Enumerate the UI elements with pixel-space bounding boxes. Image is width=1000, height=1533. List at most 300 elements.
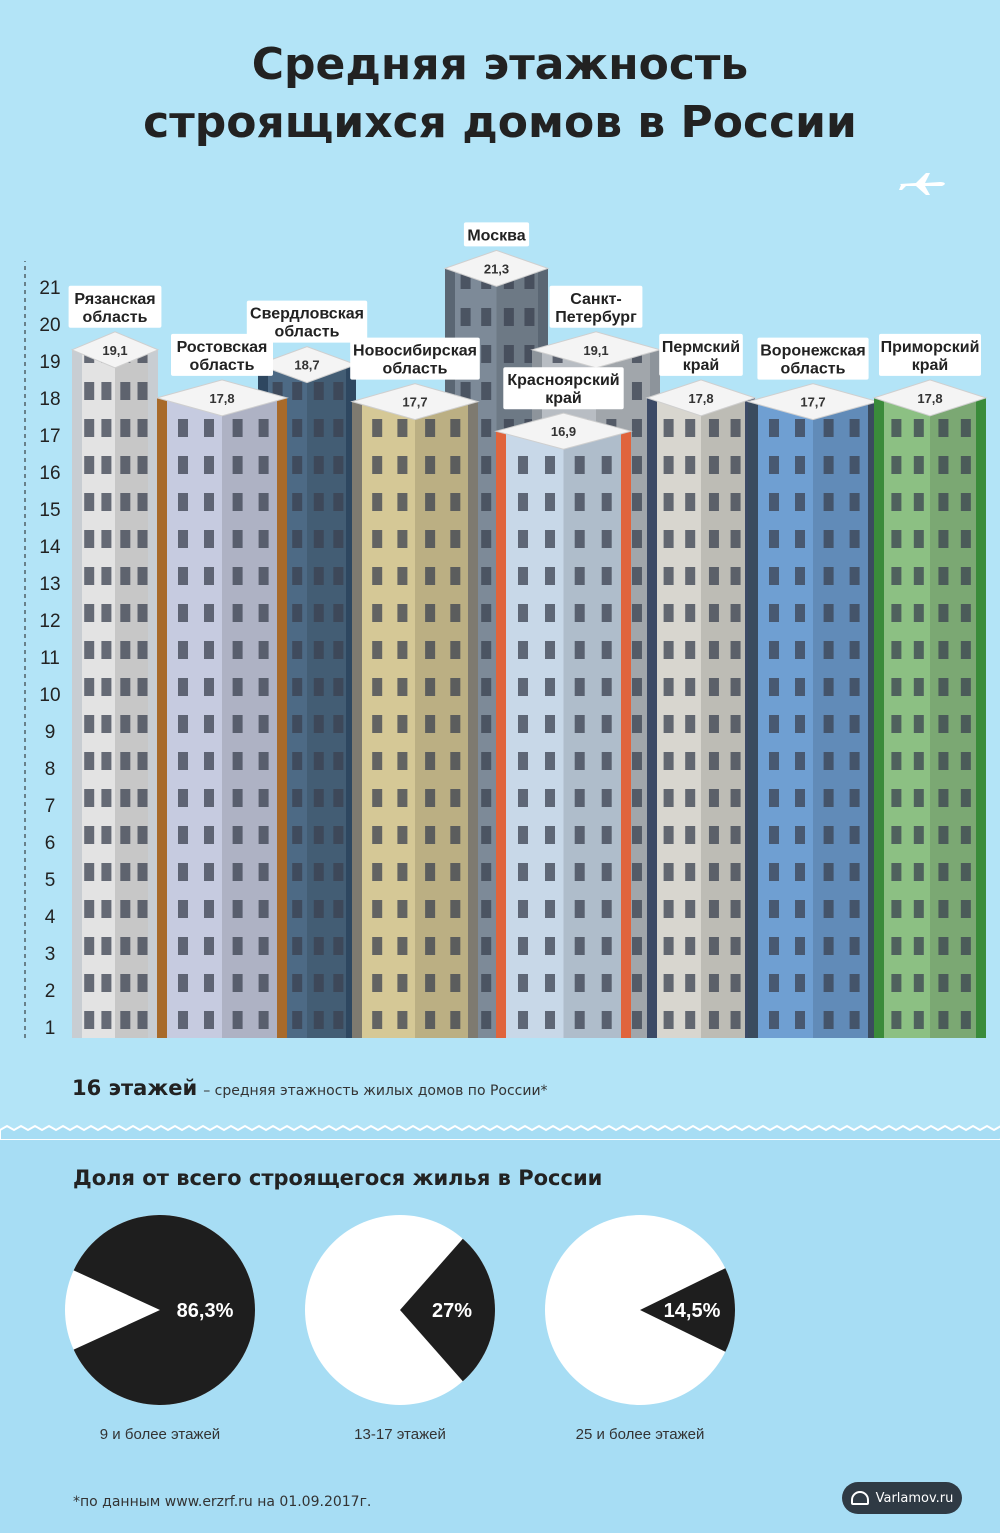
window [481, 604, 491, 622]
window [938, 863, 948, 881]
airplane-icon [898, 170, 948, 196]
window [397, 789, 407, 807]
window [84, 419, 94, 437]
window [101, 530, 111, 548]
pie-caption: 25 и более этажей [575, 1426, 705, 1443]
window [961, 863, 971, 881]
window [575, 456, 585, 474]
pie-caption: 9 и более этажей [99, 1426, 221, 1443]
window [481, 456, 491, 474]
window [709, 1011, 719, 1029]
window [233, 715, 243, 733]
window [545, 678, 555, 696]
window [850, 1011, 860, 1029]
window [938, 1011, 948, 1029]
window [314, 604, 324, 622]
window [138, 604, 148, 622]
window [372, 419, 382, 437]
window [204, 678, 214, 696]
window [314, 900, 324, 918]
window [632, 863, 642, 881]
window [450, 493, 460, 511]
window [769, 567, 779, 585]
window [397, 826, 407, 844]
window [632, 678, 642, 696]
window [314, 789, 324, 807]
window [824, 863, 834, 881]
window [233, 752, 243, 770]
building-side [564, 431, 632, 1038]
window [292, 678, 302, 696]
window [314, 456, 324, 474]
building-accent [352, 402, 362, 1038]
window [731, 604, 741, 622]
window [233, 863, 243, 881]
window [824, 419, 834, 437]
window [259, 456, 269, 474]
window [850, 715, 860, 733]
window [795, 900, 805, 918]
window [769, 974, 779, 992]
window [397, 604, 407, 622]
window [731, 789, 741, 807]
window [372, 752, 382, 770]
window [891, 678, 901, 696]
window [685, 974, 695, 992]
window [602, 974, 612, 992]
window [664, 900, 674, 918]
window [259, 752, 269, 770]
y-tick-label: 2 [44, 981, 56, 1002]
window [481, 641, 491, 659]
window [178, 567, 188, 585]
window [731, 752, 741, 770]
window [731, 493, 741, 511]
window [101, 789, 111, 807]
window [333, 604, 343, 622]
window [292, 974, 302, 992]
window [850, 937, 860, 955]
window [795, 604, 805, 622]
pie-charts [0, 1200, 1000, 1460]
window [518, 604, 528, 622]
window [769, 715, 779, 733]
window [545, 567, 555, 585]
window [961, 789, 971, 807]
window [575, 678, 585, 696]
window [292, 863, 302, 881]
window [481, 715, 491, 733]
window [101, 678, 111, 696]
window [204, 937, 214, 955]
y-tick-label: 13 [39, 574, 61, 595]
window [204, 826, 214, 844]
window [914, 567, 924, 585]
window [372, 641, 382, 659]
window [204, 900, 214, 918]
window [84, 900, 94, 918]
window [961, 974, 971, 992]
window [120, 493, 130, 511]
window [709, 641, 719, 659]
window [178, 456, 188, 474]
window [575, 604, 585, 622]
building-accent [976, 398, 986, 1038]
window [709, 900, 719, 918]
window [769, 678, 779, 696]
window [450, 604, 460, 622]
window [545, 752, 555, 770]
window [769, 937, 779, 955]
window [575, 715, 585, 733]
title-line-1: Средняя этажность [251, 39, 749, 90]
window [314, 382, 324, 400]
window [891, 974, 901, 992]
window [685, 789, 695, 807]
window [333, 1011, 343, 1029]
window [233, 937, 243, 955]
window [204, 456, 214, 474]
window [961, 900, 971, 918]
window [425, 678, 435, 696]
window [259, 678, 269, 696]
window [709, 715, 719, 733]
window [84, 678, 94, 696]
window [518, 789, 528, 807]
window [233, 419, 243, 437]
window [138, 752, 148, 770]
window [138, 900, 148, 918]
window [685, 715, 695, 733]
window [938, 752, 948, 770]
window [233, 567, 243, 585]
window [824, 641, 834, 659]
building-accent [72, 350, 82, 1038]
window [891, 530, 901, 548]
window [84, 826, 94, 844]
window [575, 863, 585, 881]
window [938, 493, 948, 511]
window [204, 789, 214, 807]
window [333, 900, 343, 918]
window [425, 530, 435, 548]
window [204, 567, 214, 585]
bar-name-label: Свердловская [250, 305, 364, 323]
window [518, 678, 528, 696]
window [685, 604, 695, 622]
window [795, 678, 805, 696]
window [685, 641, 695, 659]
window [233, 826, 243, 844]
window [84, 382, 94, 400]
window [120, 604, 130, 622]
window [178, 1011, 188, 1029]
window [545, 937, 555, 955]
window [632, 715, 642, 733]
bar-value-label: 19,1 [583, 342, 609, 358]
window [518, 456, 528, 474]
window [891, 567, 901, 585]
window [397, 863, 407, 881]
window [372, 604, 382, 622]
window [891, 456, 901, 474]
window [138, 789, 148, 807]
window [575, 937, 585, 955]
window [120, 715, 130, 733]
window [372, 678, 382, 696]
window [731, 678, 741, 696]
window [795, 419, 805, 437]
window [397, 752, 407, 770]
bar-name-label: Москва [467, 227, 526, 245]
window [120, 974, 130, 992]
window [101, 752, 111, 770]
window [938, 419, 948, 437]
window [709, 678, 719, 696]
window [914, 826, 924, 844]
window [824, 1011, 834, 1029]
window [178, 937, 188, 955]
window [709, 530, 719, 548]
window [372, 974, 382, 992]
average-note [72, 1076, 548, 1100]
window [632, 974, 642, 992]
pie-caption: 13-17 этажей [354, 1426, 446, 1443]
window [545, 641, 555, 659]
y-tick-label: 4 [44, 907, 56, 928]
window [481, 863, 491, 881]
window [575, 1011, 585, 1029]
window [84, 1011, 94, 1029]
window [575, 826, 585, 844]
window [850, 493, 860, 511]
window [795, 937, 805, 955]
window [259, 530, 269, 548]
window [914, 752, 924, 770]
window [450, 641, 460, 659]
building-accent [468, 402, 478, 1038]
window [178, 789, 188, 807]
window [120, 641, 130, 659]
window [709, 937, 719, 955]
window [961, 567, 971, 585]
window [481, 678, 491, 696]
y-tick-label: 17 [39, 426, 61, 447]
window [664, 789, 674, 807]
window [138, 419, 148, 437]
window [685, 900, 695, 918]
window [602, 789, 612, 807]
building-accent [496, 431, 506, 1038]
window [938, 567, 948, 585]
window [575, 530, 585, 548]
window [632, 382, 642, 400]
window [397, 678, 407, 696]
window [481, 530, 491, 548]
window [850, 604, 860, 622]
window [259, 789, 269, 807]
window [504, 345, 514, 363]
window [333, 715, 343, 733]
window [795, 715, 805, 733]
window [481, 1011, 491, 1029]
building-accent [148, 350, 158, 1038]
window [938, 715, 948, 733]
bar-value-label: 17,8 [688, 390, 714, 406]
window [850, 789, 860, 807]
bar-name-label: Воронежская [760, 342, 866, 360]
bar-name-label: Красноярский [507, 372, 620, 390]
window [824, 567, 834, 585]
window [664, 456, 674, 474]
window [204, 419, 214, 437]
window [824, 752, 834, 770]
window [545, 604, 555, 622]
y-tick-label: 8 [44, 759, 56, 780]
window [891, 900, 901, 918]
window [138, 678, 148, 696]
window [731, 419, 741, 437]
window [961, 678, 971, 696]
window [914, 900, 924, 918]
window [292, 604, 302, 622]
window [314, 641, 324, 659]
window [709, 789, 719, 807]
window [961, 752, 971, 770]
window [372, 900, 382, 918]
window [461, 308, 471, 326]
window [795, 826, 805, 844]
window [425, 826, 435, 844]
window [545, 863, 555, 881]
y-tick-label: 14 [39, 537, 61, 558]
window [84, 789, 94, 807]
window [731, 937, 741, 955]
window [545, 530, 555, 548]
window [138, 826, 148, 844]
window [961, 419, 971, 437]
window [178, 678, 188, 696]
building-accent [647, 398, 657, 1038]
window [524, 308, 534, 326]
window [397, 530, 407, 548]
window [914, 678, 924, 696]
window [84, 530, 94, 548]
window [314, 567, 324, 585]
window [731, 900, 741, 918]
window [292, 382, 302, 400]
window [891, 419, 901, 437]
window [938, 937, 948, 955]
window [259, 974, 269, 992]
bar-name-label: область [382, 360, 448, 378]
window [731, 715, 741, 733]
building-2 [157, 334, 287, 1038]
y-tick-label: 3 [44, 944, 56, 965]
window [575, 789, 585, 807]
window [314, 1011, 324, 1029]
window [824, 456, 834, 474]
window [314, 419, 324, 437]
y-tick-label: 10 [39, 685, 61, 706]
window [731, 567, 741, 585]
window [891, 604, 901, 622]
window [664, 530, 674, 548]
window [233, 974, 243, 992]
window [292, 900, 302, 918]
window [138, 382, 148, 400]
window [101, 826, 111, 844]
window [233, 604, 243, 622]
window [961, 604, 971, 622]
window [292, 419, 302, 437]
window [850, 900, 860, 918]
window [84, 752, 94, 770]
window [664, 641, 674, 659]
window [450, 826, 460, 844]
window [425, 937, 435, 955]
window [545, 789, 555, 807]
window [664, 752, 674, 770]
window [425, 419, 435, 437]
window [259, 1011, 269, 1029]
window [518, 1011, 528, 1029]
window [101, 641, 111, 659]
window [914, 863, 924, 881]
window [233, 530, 243, 548]
window [891, 826, 901, 844]
window [204, 863, 214, 881]
y-tick-label: 5 [44, 870, 56, 891]
window [425, 493, 435, 511]
window [709, 419, 719, 437]
window [664, 678, 674, 696]
window [850, 678, 860, 696]
window [178, 863, 188, 881]
window [850, 641, 860, 659]
window [914, 493, 924, 511]
window [795, 456, 805, 474]
bar-value-label: 21,3 [483, 261, 510, 277]
window [450, 937, 460, 955]
window [938, 789, 948, 807]
window [938, 826, 948, 844]
bar-name-label: Новосибирская [353, 342, 477, 360]
window [425, 900, 435, 918]
window [204, 641, 214, 659]
window [397, 456, 407, 474]
window [120, 937, 130, 955]
window [178, 974, 188, 992]
pie-3 [545, 1215, 735, 1443]
y-tick-label: 20 [39, 315, 61, 336]
window [961, 826, 971, 844]
window [397, 419, 407, 437]
window [120, 382, 130, 400]
window [333, 456, 343, 474]
logo[interactable] [842, 1482, 962, 1514]
window [545, 456, 555, 474]
window [685, 493, 695, 511]
window [824, 826, 834, 844]
window [101, 567, 111, 585]
window [891, 493, 901, 511]
window [204, 715, 214, 733]
window [204, 530, 214, 548]
building-accent [157, 398, 167, 1038]
window [481, 752, 491, 770]
window [84, 937, 94, 955]
